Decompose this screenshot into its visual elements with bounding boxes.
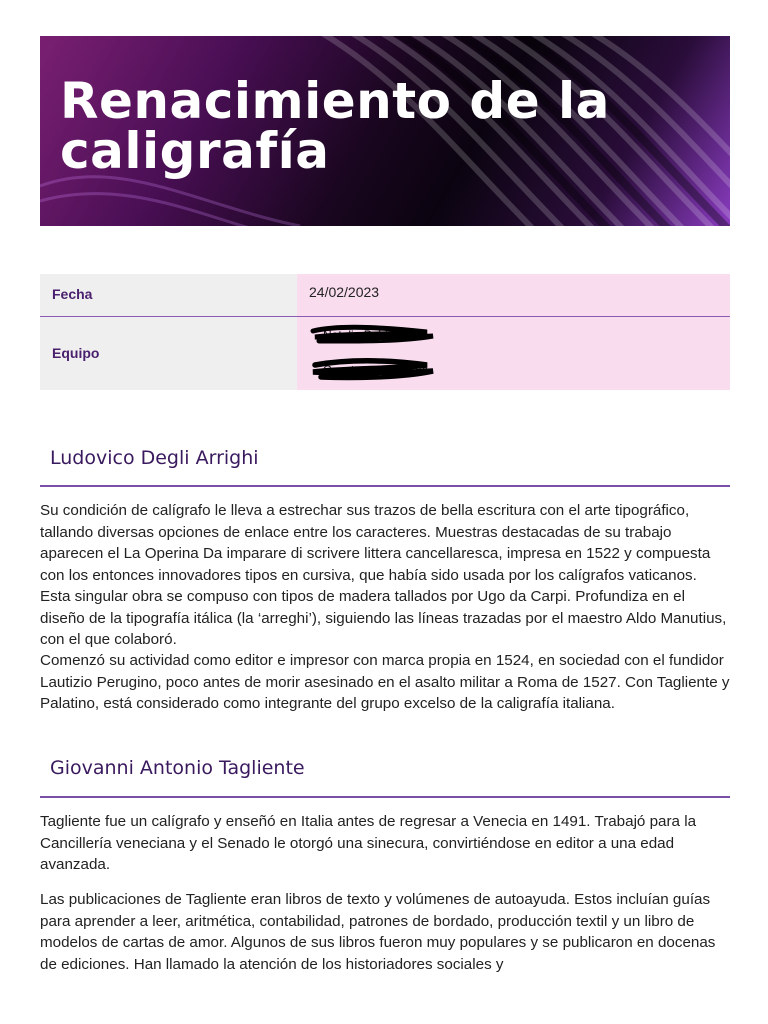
section-heading-arrighi: Ludovico Degli Arrighi <box>50 447 259 469</box>
equipo-members <box>309 317 730 390</box>
section-heading-tagliente: Giovanni Antonio Tagliente <box>50 757 305 779</box>
fecha-value: 24/02/2023 <box>297 274 730 317</box>
header-banner <box>40 36 730 226</box>
paragraph-arrighi-1: Su condición de calígrafo le lleva a estrechar sus trazos de bella escritura con el arte tipográfico, tallando diversas opciones de enlace entre los caracteres. Muestras destacadas de su trabajo aparecen el La Operina Da imparare di scrivere littera cancellaresca, impresa en 1522 y compuesta con los entonces innovadores tipos en cursiva, que había sido usada por los calígrafos vaticanos. Esta singular obra se compuso con tipos de madera tallados por Ugo da Carpi. Profundiza en el diseño de la tipografía itálica (la ‘arreghi’), siguiendo las líneas trazadas por el maestro Aldo Manutius, con el que colaboró. <box>40 502 727 648</box>
page-title-line2: caligrafía <box>60 122 330 180</box>
section-divider <box>40 796 730 798</box>
redaction-scribble <box>309 357 439 383</box>
paragraph-tagliente-2: Las publicaciones de Tagliente eran libros de texto y volúmenes de autoayuda. Estos incluían guías para aprender a leer, aritmética, contabilidad, patrones de bordado, producción textil y un libro de modelos de cartas de amor. Algunos de sus libros fueron muy populares y se publicaron en docenas de ediciones. Han llamado la atención de los historiadores sociales y <box>40 891 716 973</box>
section-divider <box>40 485 730 487</box>
equipo-member-2: Constanza Cisterna <box>323 363 429 377</box>
redaction-scribble <box>309 323 439 345</box>
table-row-equipo <box>40 317 730 391</box>
equipo-label: Equipo <box>40 317 297 391</box>
fecha-label: Fecha <box>40 274 297 317</box>
equipo-value-cell <box>297 317 730 391</box>
page-title-line1: Renacimiento de la <box>60 72 610 130</box>
paragraph-arrighi-2: Comenzó su actividad como editor e impresor con marca propia en 1524, en sociedad con el fundidor Lautizio Perugino, poco antes de morir asesinado en el asalto militar a Roma de 1527. Con Tagliente y Palatino, está considerado como integrante del grupo excelso de la caligrafía italiana. <box>40 652 730 712</box>
table-row-fecha <box>40 274 730 317</box>
paragraph-tagliente-1: Tagliente fue un calígrafo y enseñó en Italia antes de regresar a Venecia en 1491. Trabajó para la Cancillería veneciana y el Senado le otorgó una sinecura, convirtiéndose en editor a una edad avanzada. <box>40 813 697 873</box>
info-table <box>40 274 730 390</box>
page-title <box>60 72 700 180</box>
equipo-member-1: Natalia Poblete <box>323 328 405 342</box>
